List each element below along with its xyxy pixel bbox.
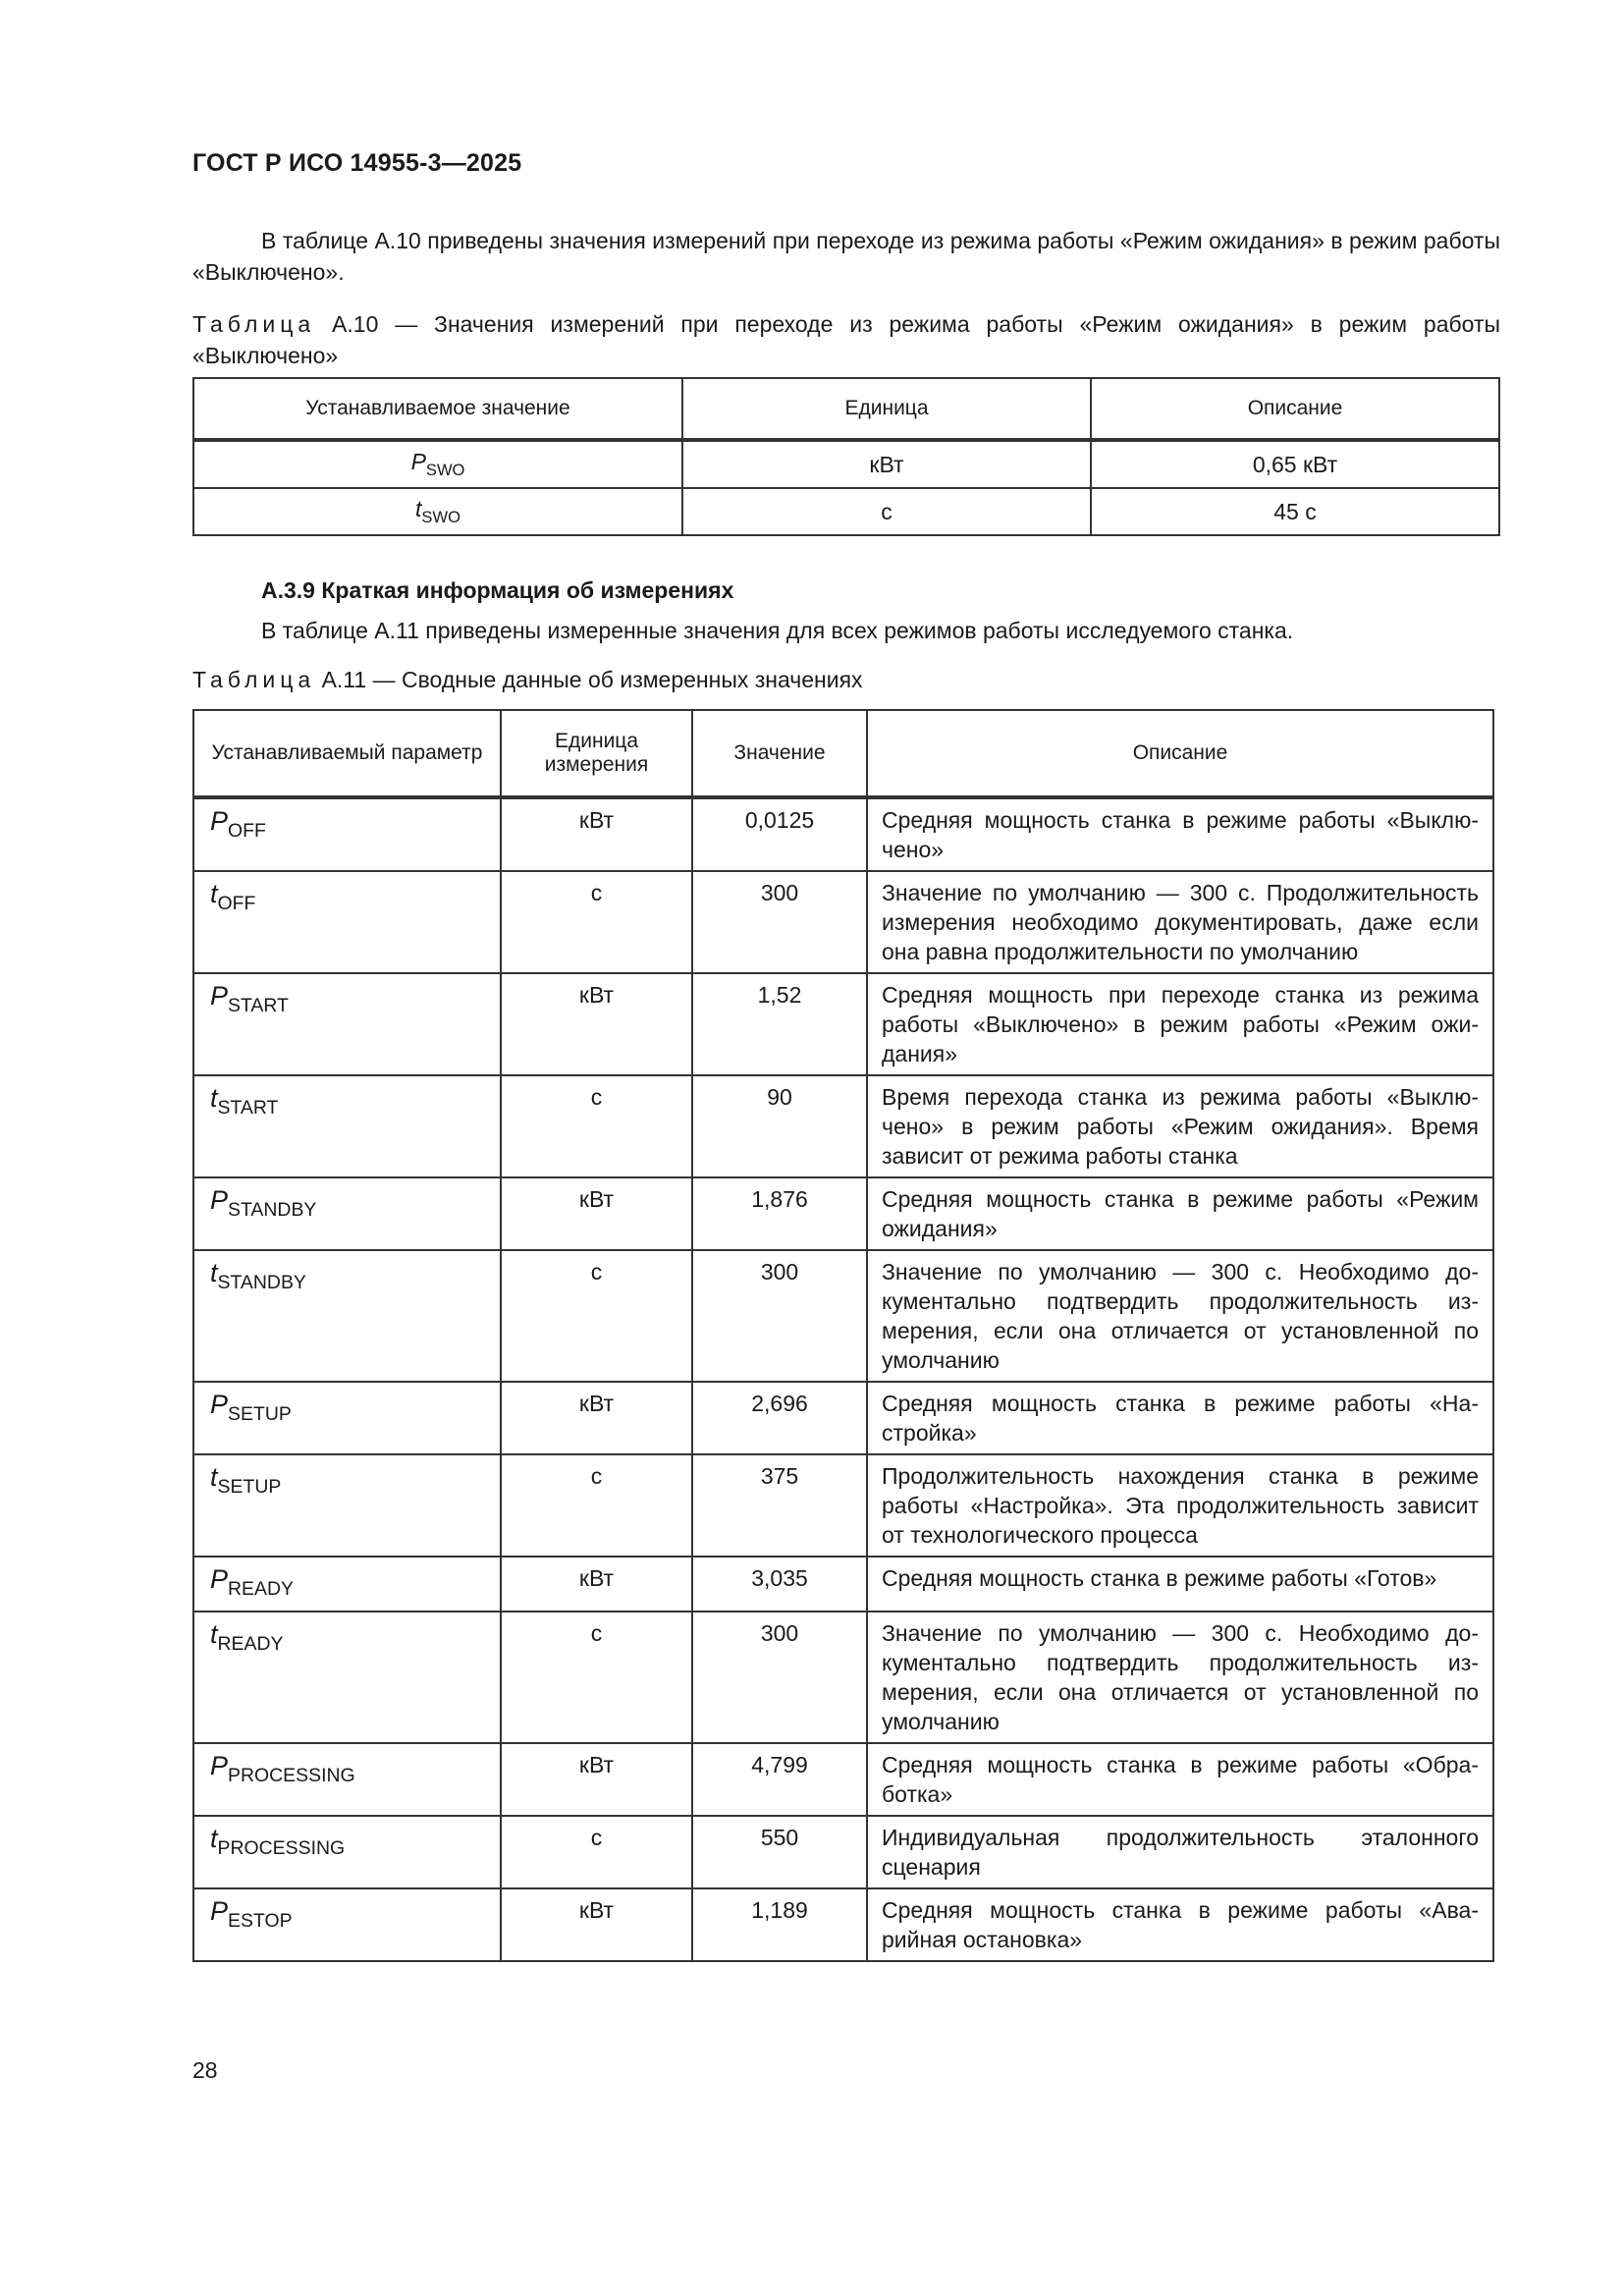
description-cell: Средняя мощность станка в режиме работы «Режим ожидания» xyxy=(867,1177,1493,1250)
symbol-letter: t xyxy=(210,1823,218,1853)
symbol-letter: t xyxy=(210,1258,218,1287)
symbol-letter: t xyxy=(415,496,422,522)
description-cell: Средняя мощность станка в режиме работы «Настройка» xyxy=(867,1382,1493,1454)
table-a11-caption-text: А.11 — Сводные данные об измеренных значениях xyxy=(321,667,863,692)
symbol-subscript: OFF xyxy=(217,892,256,914)
page-number: 28 xyxy=(192,2057,218,2083)
table-a10-caption-text: А.10 — Значения измерений при переходе из режима работы «Режим ожидания» в режим работы «Выключено» xyxy=(192,311,1501,368)
table-a11 xyxy=(192,709,1494,1962)
unit-cell: с xyxy=(501,871,692,973)
table-row xyxy=(193,1743,1493,1816)
value-cell: 1,52 xyxy=(692,973,867,1075)
section-heading: А.3.9 Краткая информация об измерениях xyxy=(261,577,734,603)
symbol-subscript: START xyxy=(217,1096,279,1119)
parameter-symbol xyxy=(193,973,501,1075)
symbol-subscript: SETUP xyxy=(228,1402,292,1425)
value-cell: 550 xyxy=(692,1816,867,1888)
symbol-subscript: SWO xyxy=(421,507,460,526)
table-a11-caption-word: Таблица xyxy=(192,667,316,692)
unit-cell: кВт xyxy=(501,1888,692,1961)
table-row xyxy=(193,1557,1493,1612)
table-a11-header-cell: Значение xyxy=(692,710,867,797)
table-row xyxy=(193,797,1493,871)
description-cell: 45 с xyxy=(1091,488,1499,535)
description-cell: Время перехода станка из режима работы «Выключено» в режим работы «Режим ожидания». Время зависит от режима работы станка xyxy=(867,1075,1493,1177)
value-cell: 300 xyxy=(692,871,867,973)
symbol-subscript: READY xyxy=(228,1577,294,1600)
symbol-letter: P xyxy=(210,981,229,1011)
symbol-subscript: PROCESSING xyxy=(217,1836,346,1859)
table-row xyxy=(193,1888,1493,1961)
unit-cell: кВт xyxy=(682,440,1091,488)
symbol-subscript: PROCESSING xyxy=(228,1764,355,1786)
parameter-symbol xyxy=(193,1382,501,1454)
symbol-subscript: STANDBY xyxy=(228,1198,317,1221)
table-a10-header-cell: Описание xyxy=(1091,378,1499,440)
description-cell: Средняя мощность станка в режиме работы «Готов» xyxy=(867,1557,1493,1612)
value-cell: 3,035 xyxy=(692,1557,867,1612)
symbol-letter: t xyxy=(210,879,218,908)
parameter-symbol xyxy=(193,1250,501,1382)
symbol-subscript: READY xyxy=(217,1632,284,1655)
symbol-letter: t xyxy=(210,1462,218,1492)
parameter-symbol xyxy=(193,1075,501,1177)
parameter-symbol xyxy=(193,1557,501,1612)
symbol-letter: P xyxy=(210,806,229,836)
parameter-symbol xyxy=(193,1177,501,1250)
symbol-letter: P xyxy=(210,1185,229,1215)
symbol-letter: t xyxy=(210,1083,218,1113)
value-cell: 1,876 xyxy=(692,1177,867,1250)
symbol-letter: t xyxy=(210,1618,218,1649)
table-row xyxy=(193,871,1493,973)
parameter-symbol xyxy=(193,1454,501,1557)
symbol-subscript: START xyxy=(228,994,289,1016)
unit-cell: кВт xyxy=(501,973,692,1075)
symbol-letter: P xyxy=(210,1750,229,1780)
description-cell: Индивидуальная продолжительность эталонного сценария xyxy=(867,1816,1493,1888)
unit-cell: с xyxy=(501,1250,692,1382)
parameter-symbol xyxy=(193,440,682,488)
description-cell: Средняя мощность при переходе станка из режима работы «Выключено» в режим работы «Режим ожидания» xyxy=(867,973,1493,1075)
summary-paragraph: В таблице А.11 приведены измеренные значения для всех режимов работы исследуемого станка. xyxy=(261,618,1294,643)
table-row xyxy=(193,1177,1493,1250)
value-cell: 4,799 xyxy=(692,1743,867,1816)
table-row xyxy=(193,973,1493,1075)
description-cell: Средняя мощность станка в режиме работы «Обработка» xyxy=(867,1743,1493,1816)
table-a11-header-cell: Единица измерения xyxy=(501,710,692,797)
unit-cell: с xyxy=(501,1816,692,1888)
table-row xyxy=(193,1250,1493,1382)
value-cell: 0,0125 xyxy=(692,797,867,871)
parameter-symbol xyxy=(193,1743,501,1816)
table-row xyxy=(193,1382,1493,1454)
unit-cell: кВт xyxy=(501,1382,692,1454)
table-a11-caption xyxy=(192,664,1500,695)
parameter-symbol xyxy=(193,1816,501,1888)
table-row xyxy=(193,1075,1493,1177)
description-cell: Средняя мощность станка в режиме работы «Аварийная остановка» xyxy=(867,1888,1493,1961)
unit-cell: с xyxy=(501,1612,692,1743)
table-a10 xyxy=(192,377,1500,536)
value-cell: 300 xyxy=(692,1250,867,1382)
table-a10-header-cell: Единица xyxy=(682,378,1091,440)
description-cell: Значение по умолчанию — 300 с. Необходимо документально подтвердить продолжительность измерения, если она отличается от установленной по умолчанию xyxy=(867,1612,1493,1743)
value-cell: 1,189 xyxy=(692,1888,867,1961)
unit-cell: кВт xyxy=(501,1177,692,1250)
unit-cell: с xyxy=(501,1454,692,1557)
symbol-subscript: SETUP xyxy=(217,1475,282,1498)
symbol-subscript: ESTOP xyxy=(228,1909,293,1932)
symbol-letter: P xyxy=(210,1564,229,1594)
parameter-symbol xyxy=(193,797,501,871)
value-cell: 300 xyxy=(692,1612,867,1743)
table-row xyxy=(193,1816,1493,1888)
value-cell: 375 xyxy=(692,1454,867,1557)
symbol-letter: P xyxy=(410,449,426,475)
table-a11-header-cell: Описание xyxy=(867,710,1493,797)
unit-cell: кВт xyxy=(501,797,692,871)
unit-cell: с xyxy=(501,1075,692,1177)
value-cell: 2,696 xyxy=(692,1382,867,1454)
table-row xyxy=(193,1612,1493,1743)
symbol-subscript: OFF xyxy=(228,819,266,842)
symbol-subscript: SWO xyxy=(425,460,465,479)
table-row xyxy=(193,440,1499,488)
symbol-letter: P xyxy=(210,1895,229,1926)
parameter-symbol xyxy=(193,1612,501,1743)
table-a10-header-cell: Устанавливаемое значение xyxy=(193,378,682,440)
parameter-symbol xyxy=(193,1888,501,1961)
parameter-symbol xyxy=(193,871,501,973)
description-cell: Продолжительность нахождения станка в режиме работы «Настройка». Эта продолжительность зависит от технологического процесса xyxy=(867,1454,1493,1557)
table-a10-caption xyxy=(192,308,1500,371)
table-a10-caption-word: Таблица xyxy=(192,311,316,337)
table-row xyxy=(193,488,1499,535)
parameter-symbol xyxy=(193,488,682,535)
table-row xyxy=(193,1454,1493,1557)
description-cell: Средняя мощность станка в режиме работы «Выключено» xyxy=(867,797,1493,871)
intro-paragraph: В таблице А.10 приведены значения измерений при переходе из режима работы «Режим ожидания» в режим работы «Выключено». xyxy=(192,228,1500,285)
description-cell: 0,65 кВт xyxy=(1091,440,1499,488)
value-cell: 90 xyxy=(692,1075,867,1177)
unit-cell: кВт xyxy=(501,1557,692,1612)
unit-cell: с xyxy=(682,488,1091,535)
symbol-subscript: STANDBY xyxy=(217,1271,306,1293)
description-cell: Значение по умолчанию — 300 с. Необходимо документально подтвердить продолжительность измерения, если она отличается от установленной по умолчанию xyxy=(867,1250,1493,1382)
symbol-letter: P xyxy=(210,1390,229,1419)
description-cell: Значение по умолчанию — 300 с. Продолжительность измерения необходимо документировать, даже если она равна продолжительности по умолчанию xyxy=(867,871,1493,973)
document-header: ГОСТ Р ИСО 14955-3—2025 xyxy=(192,149,522,177)
table-a11-header-cell: Устанавливаемый параметр xyxy=(193,710,501,797)
unit-cell: кВт xyxy=(501,1743,692,1816)
